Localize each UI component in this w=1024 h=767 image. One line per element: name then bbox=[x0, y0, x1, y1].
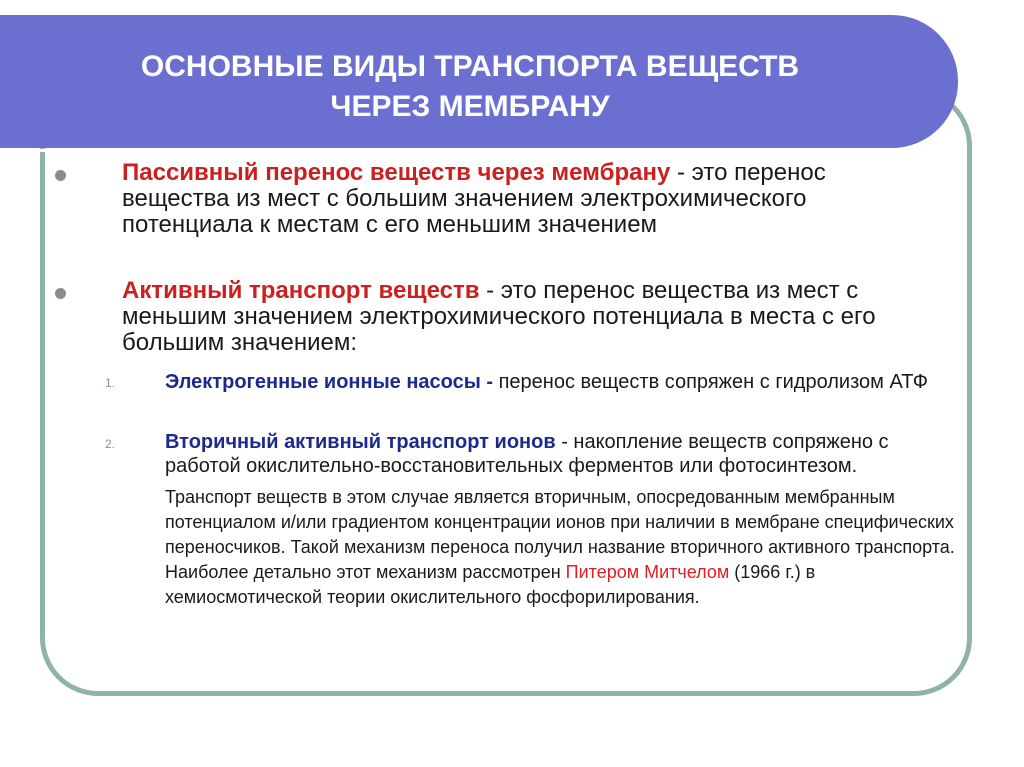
bullet-passive bbox=[122, 160, 922, 238]
subitem-pumps bbox=[165, 370, 955, 394]
subitem-secondary-detail bbox=[165, 485, 955, 610]
slide-title: ОСНОВНЫЕ ВИДЫ ТРАНСПОРТА ВЕЩЕСТВ ЧЕРЕЗ МЕМБРАНУ bbox=[140, 50, 800, 123]
bullet-dot-2 bbox=[55, 288, 66, 299]
subitem-pumps-term: Электрогенные ионные насосы - bbox=[165, 371, 494, 393]
bullet-passive-text: - это перенос вещества из мест с большим значением электрохимического потенциала к местам с его меньшим значением bbox=[122, 159, 826, 238]
bullet-active-text: - это перенос вещества из мест с меньшим значением электрохимического потенциала в места с его большим значением: bbox=[122, 277, 876, 356]
bullet-dot-1 bbox=[55, 170, 66, 181]
subitem-number-2: 2. bbox=[105, 437, 116, 451]
bullet-passive-term: Пассивный перенос веществ через мембрану bbox=[122, 159, 671, 186]
detail-text-after: (1966 г.) в хемиосмотической теории окислительного фосфорилирования. bbox=[165, 562, 816, 607]
detail-text-before: Транспорт веществ в этом случае является вторичным, опосредованным мембранным потенциалом и/или градиентом концентрации ионов при наличии в мембране специфических переносчиков. Такой механизм переноса получил название вторичного активного транспорта. Наиболее детально этот механизм рассмотрен bbox=[165, 487, 955, 582]
subitem-secondary bbox=[165, 430, 955, 478]
detail-highlight-mitchell: Питером Митчелом bbox=[565, 562, 730, 582]
subitem-secondary-text: - накопление веществ сопряжено с работой окислительно-восстановительных ферментов или фотосинтезом. bbox=[165, 431, 889, 477]
bullet-active-term: Активный транспорт веществ bbox=[122, 277, 480, 304]
subitem-number-1: 1. bbox=[105, 376, 116, 390]
subitem-pumps-text: перенос веществ сопряжен с гидролизом АТФ bbox=[493, 371, 929, 393]
bullet-active bbox=[122, 278, 922, 356]
subitem-secondary-term: Вторичный активный транспорт ионов bbox=[165, 431, 556, 453]
